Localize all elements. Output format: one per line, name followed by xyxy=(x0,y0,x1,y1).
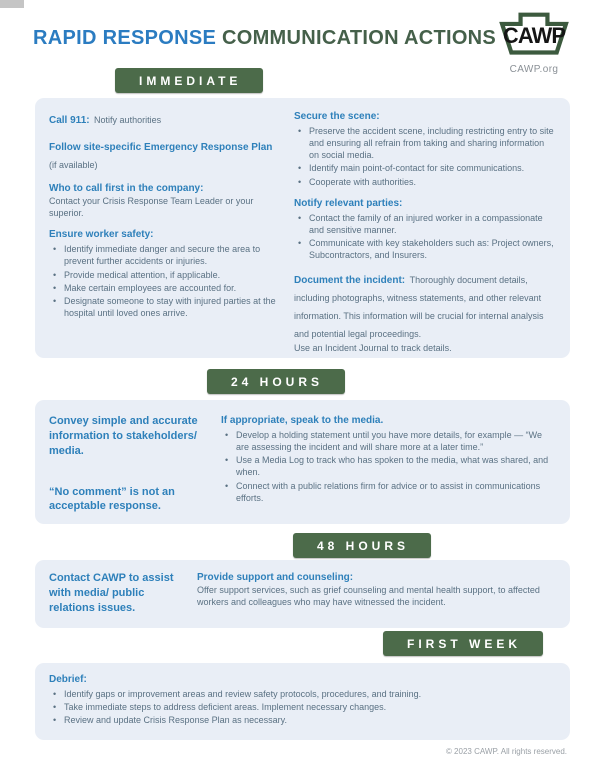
list-item: • Identify immediate danger and secure the area to prevent further accidents or injuries. xyxy=(64,243,280,267)
secure-scene-bullets xyxy=(294,125,555,188)
who-to-call-heading: Who to call first in the company: xyxy=(49,183,204,194)
follow-plan-line xyxy=(49,137,280,173)
banner-immediate: IMMEDIATE xyxy=(115,68,263,93)
list-item: • Contact the family of an injured worker in a compassionate and sensitive manner. xyxy=(309,212,555,236)
panel-first-week xyxy=(35,663,570,740)
document-incident-note: Use an Incident Journal to track details. xyxy=(294,343,452,354)
contact-cawp-statement: Contact CAWP to assist with media/ public relations issues. xyxy=(49,572,174,614)
list-item: • Connect with a public relations firm for advice or to assist in communications efforts. xyxy=(236,480,555,504)
panel-immediate xyxy=(35,98,570,358)
support-counseling-heading: Provide support and counseling: xyxy=(197,572,354,583)
24h-statement-2: “No comment” is not an acceptable response. xyxy=(49,485,175,513)
banner-48-hours: 48 HOURS xyxy=(293,533,431,558)
secure-scene-heading: Secure the scene: xyxy=(294,111,380,122)
24h-left-column xyxy=(49,414,221,514)
list-item: • Develop a holding statement until you have more details, for example — “We are assessing the incident and will share more at a later time.” xyxy=(236,429,555,453)
list-item: • Identify gaps or improvement areas and review safety protocols, procedures, and training. xyxy=(64,688,555,700)
logo-text: CAWP xyxy=(502,23,566,49)
page-title-secondary: COMMUNICATION ACTIONS xyxy=(222,27,497,49)
notify-parties-bullets xyxy=(294,212,555,262)
immediate-left-column xyxy=(49,110,294,348)
24h-right-column xyxy=(221,414,555,514)
list-item: • Designate someone to stay with injured parties at the hospital until loved ones arrive. xyxy=(64,295,280,319)
scan-artifact xyxy=(0,0,24,8)
48h-left-column xyxy=(49,571,197,620)
list-item: • Take immediate steps to address deficient areas. Implement necessary changes. xyxy=(64,701,555,713)
banner-24-hours: 24 HOURS xyxy=(207,369,345,394)
document-incident-block xyxy=(294,270,555,354)
notify-parties-block xyxy=(294,197,555,262)
who-to-call-body: Contact your Crisis Response Team Leader or your superior. xyxy=(49,196,254,219)
who-to-call-block xyxy=(49,182,280,219)
list-item: • Identify main point-of-contact for site communications. xyxy=(309,162,555,174)
page-title xyxy=(33,27,496,50)
support-counseling-body: Offer support services, such as grief counseling and mental health support, to affected workers and colleagues who may have witnessed the incident. xyxy=(197,585,540,608)
call-911-line xyxy=(49,110,280,128)
cawp-logo xyxy=(484,10,584,75)
immediate-right-column xyxy=(294,110,555,354)
speak-to-media-bullets xyxy=(221,429,555,504)
debrief-bullets xyxy=(49,688,555,726)
list-item: • Review and update Crisis Response Plan as necessary. xyxy=(64,714,555,726)
call-911-rest: Notify authorities xyxy=(94,115,162,125)
speak-to-media-heading: If appropriate, speak to the media. xyxy=(221,415,384,426)
panel-24-hours xyxy=(35,400,570,524)
keystone-icon xyxy=(492,10,576,58)
panel-48-hours xyxy=(35,560,570,628)
worker-safety-bullets xyxy=(49,243,280,319)
secure-scene-block xyxy=(294,110,555,188)
list-item: • Use a Media Log to track who has spoken to the media, what was shared, and when. xyxy=(236,454,555,478)
worker-safety-heading: Ensure worker safety: xyxy=(49,229,154,241)
logo-caption: CAWP.org xyxy=(509,64,559,75)
list-item: • Communicate with key stakeholders such as: Project owners, Subcontractors, and Insurers. xyxy=(309,237,555,261)
document-incident-lead: Document the incident: xyxy=(294,275,406,287)
banner-first-week: FIRST WEEK xyxy=(383,631,543,656)
debrief-heading: Debrief: xyxy=(49,674,87,685)
list-item: • Cooperate with authorities. xyxy=(309,176,555,188)
follow-plan-rest: (if available) xyxy=(49,160,98,170)
48h-right-column xyxy=(197,571,555,620)
list-item: • Provide medical attention, if applicable. xyxy=(64,269,280,281)
document-incident-body: Thoroughly document details, including photographs, witness statements, and other relevant information. This information will be crucial for internal analysis and potential legal proceedings. xyxy=(294,275,544,340)
call-911-lead: Call 911: xyxy=(49,115,90,126)
list-item: • Preserve the accident scene, including restricting entry to site and ensuring all refrain from taking and sharing information on social media. xyxy=(309,125,555,161)
page-title-primary: RAPID RESPONSE xyxy=(33,27,217,49)
worker-safety-block xyxy=(49,228,280,319)
spacer xyxy=(49,459,205,485)
notify-parties-heading: Notify relevant parties: xyxy=(294,197,403,209)
copyright-notice: © 2023 CAWP. All rights reserved. xyxy=(445,747,567,756)
24h-statement-1: Convey simple and accurate information to stakeholders/ media. xyxy=(49,415,198,457)
list-item: • Make certain employees are accounted for. xyxy=(64,282,280,294)
follow-plan-lead: Follow site-specific Emergency Response Plan xyxy=(49,142,273,153)
